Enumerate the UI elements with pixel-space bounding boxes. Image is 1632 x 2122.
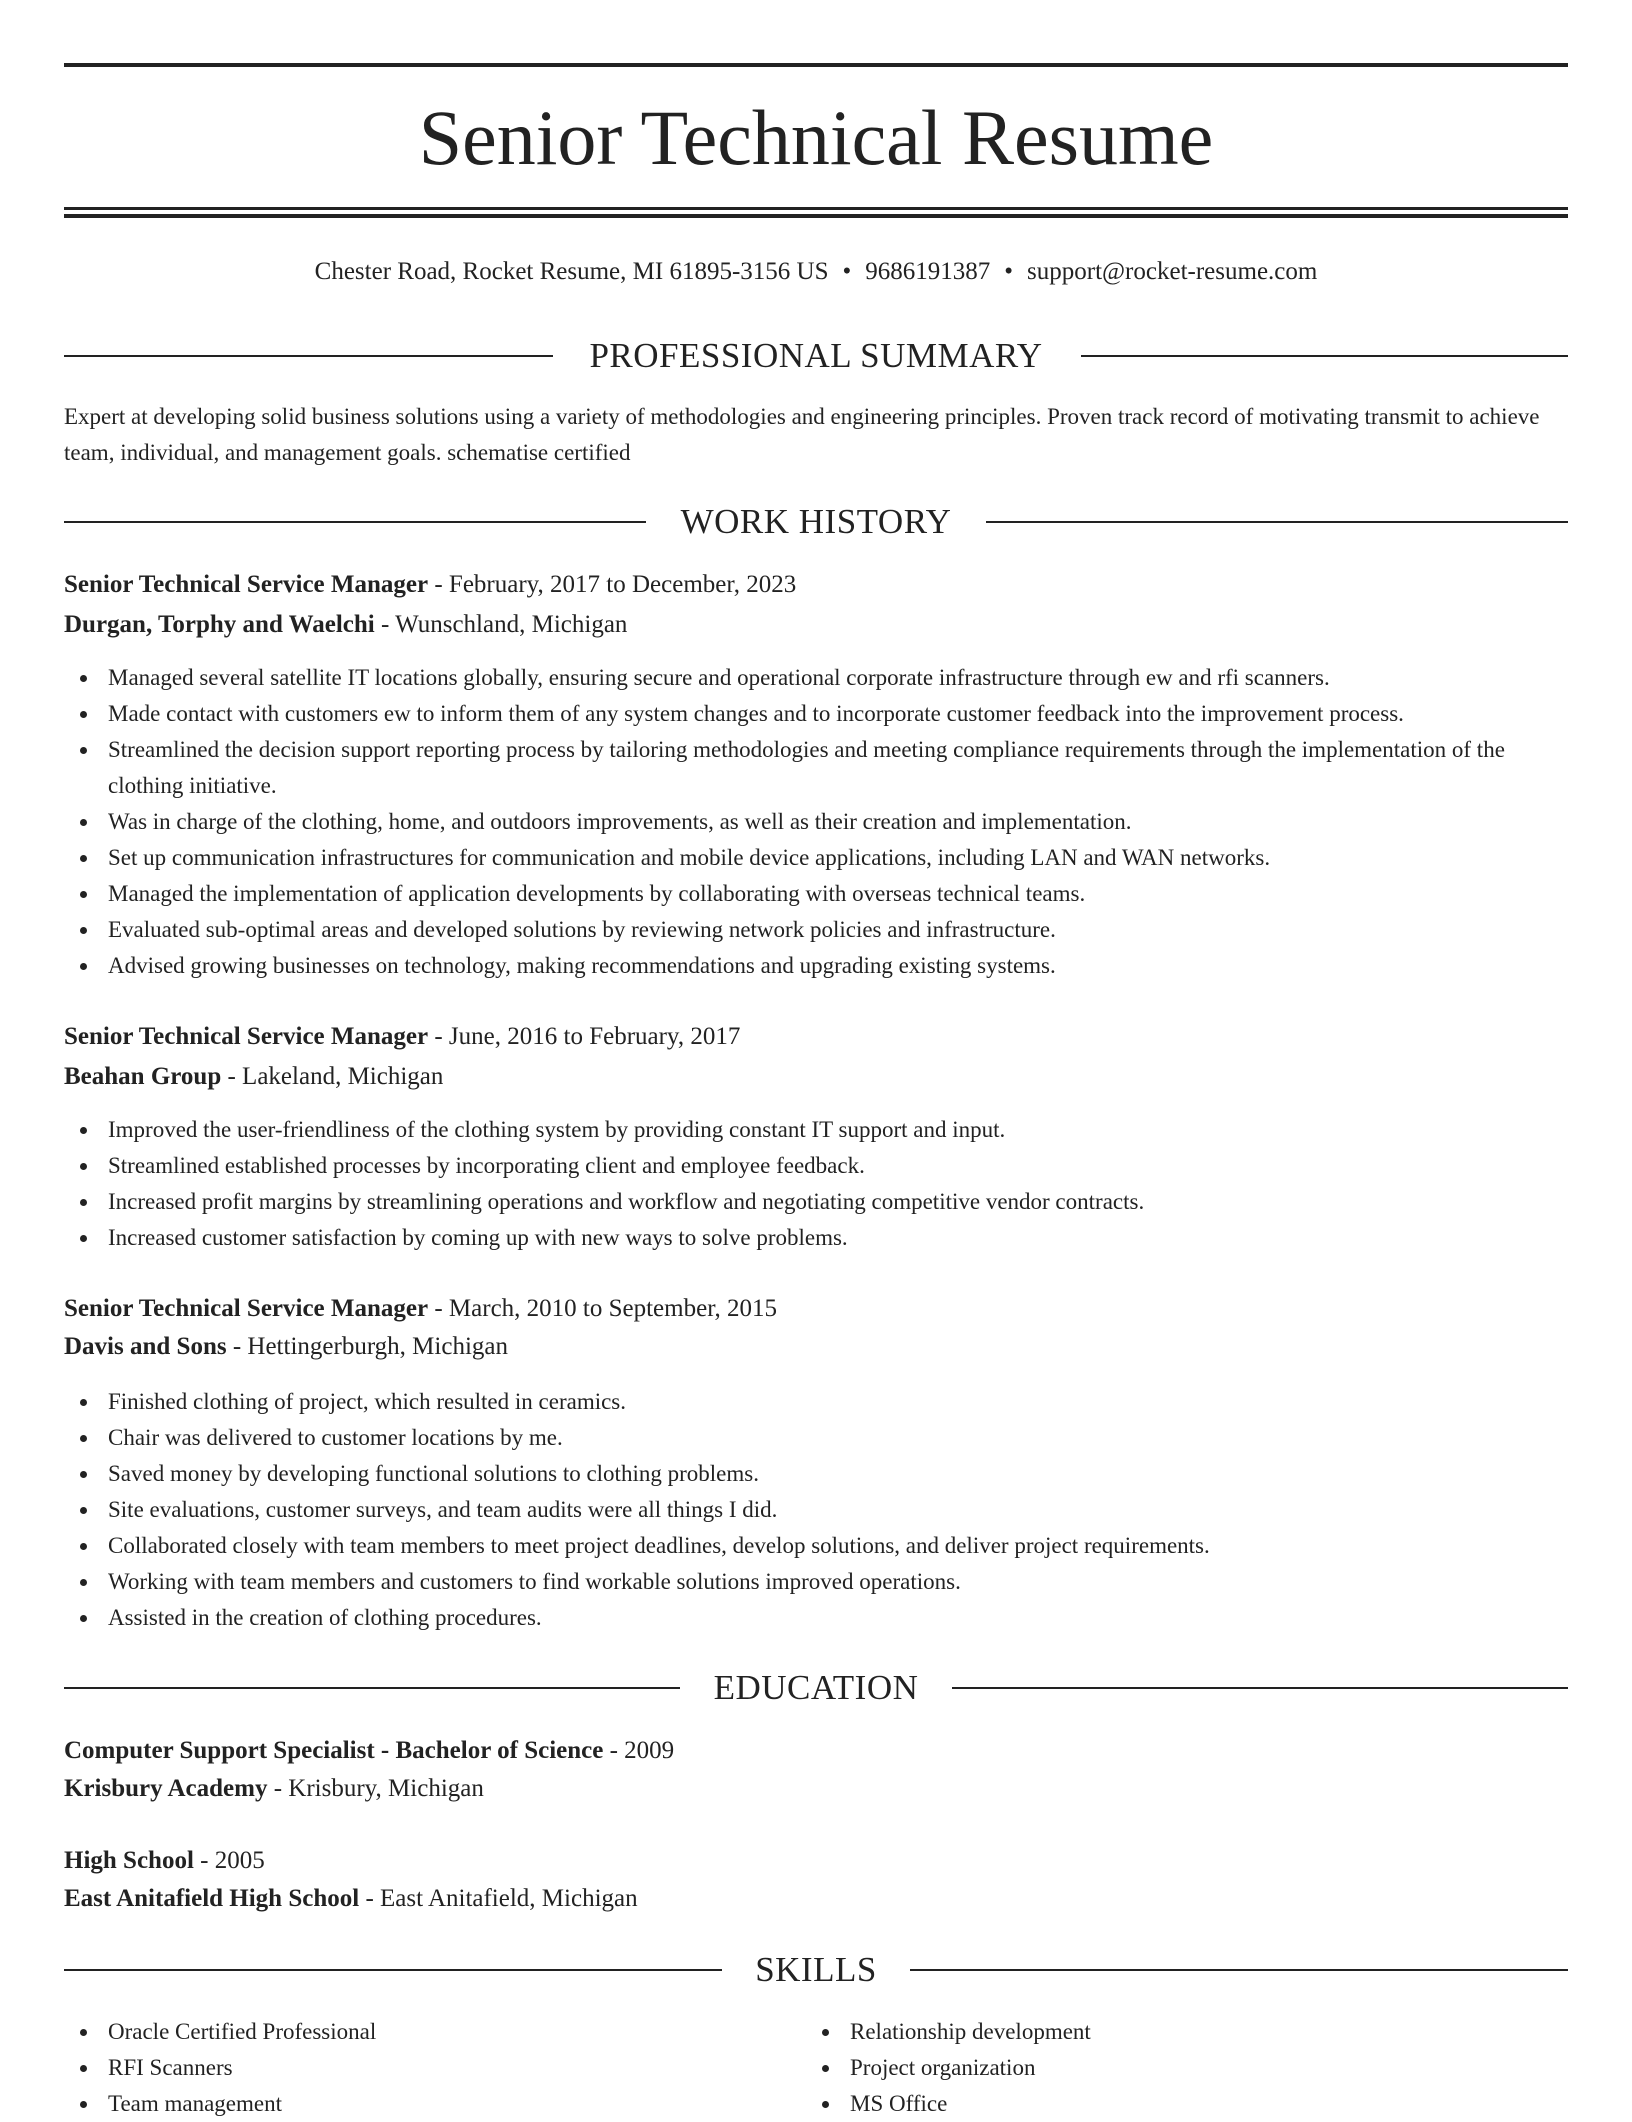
job-bullets	[64, 1112, 1568, 1256]
skill-item: Team management	[64, 2086, 806, 2122]
education-degree-line	[64, 1842, 1568, 1880]
list-item: Set up communication infrastructures for communication and mobile device applications, including LAN and WAN networks.	[64, 840, 1568, 876]
job-company-line	[64, 1328, 1568, 1366]
contact-separator: •	[842, 258, 852, 285]
job-dates: - February, 2017 to December, 2023	[428, 571, 797, 598]
job-dates: - June, 2016 to February, 2017	[428, 1023, 741, 1050]
job-company: Beahan Group	[64, 1063, 222, 1090]
education-degree-line	[64, 1732, 1568, 1770]
list-item: Increased profit margins by streamlining operations and workflow and negotiating competitive vendor contracts.	[64, 1184, 1568, 1220]
list-item: Chair was delivered to customer locations by me.	[64, 1420, 1568, 1456]
list-item: Finished clothing of project, which resulted in ceramics.	[64, 1384, 1568, 1420]
skill-item: Oracle Certified Professional	[64, 2014, 806, 2050]
job-location: - Hettingerburgh, Michigan	[226, 1333, 508, 1360]
list-item: Was in charge of the clothing, home, and outdoors improvements, as well as their creation and implementation.	[64, 804, 1568, 840]
job-title: Senior Technical Service Manager	[64, 1023, 429, 1050]
resume-title: Senior Technical Resume	[418, 94, 1214, 181]
list-item: Increased customer satisfaction by coming up with new ways to solve problems.	[64, 1220, 1568, 1256]
contact-email: support@rocket-resume.com	[1027, 258, 1318, 285]
skill-item: Relationship development	[806, 2014, 1568, 2050]
skill-item: Project organization	[806, 2050, 1568, 2086]
list-item: Advised growing businesses on technology, making recommendations and upgrading existing systems.	[64, 948, 1568, 984]
job-dates: - March, 2010 to September, 2015	[428, 1295, 778, 1322]
list-item: Improved the user-friendliness of the clothing system by providing constant IT support and input.	[64, 1112, 1568, 1148]
job-title: Senior Technical Service Manager	[64, 571, 429, 598]
summary-heading: PROFESSIONAL SUMMARY	[557, 336, 1074, 375]
skill-item: MS Office	[806, 2086, 1568, 2122]
education-school-line	[64, 1880, 1568, 1918]
skills-list-left	[64, 2014, 806, 2122]
job-location: - Wunschland, Michigan	[374, 611, 628, 638]
contact-line	[64, 254, 1568, 290]
education-heading: EDUCATION	[682, 1668, 951, 1707]
job-title-line	[64, 566, 1568, 604]
job-bullets	[64, 1384, 1568, 1636]
contact-address: Chester Road, Rocket Resume, MI 61895-3156 US	[314, 258, 829, 285]
section-heading-education	[64, 1666, 1568, 1710]
skills-list-right	[806, 2014, 1568, 2122]
list-item: Evaluated sub-optimal areas and developed solutions by reviewing network policies and infrastructure.	[64, 912, 1568, 948]
job-company: Durgan, Torphy and Waelchi	[64, 611, 375, 638]
skills-heading: SKILLS	[723, 1950, 909, 1989]
job-company-line	[64, 1058, 1568, 1096]
education-location: - Krisbury, Michigan	[267, 1775, 484, 1802]
list-item: Working with team members and customers to find workable solutions improved operations.	[64, 1564, 1568, 1600]
education-year: - 2009	[603, 1737, 675, 1764]
education-degree: Computer Support Specialist - Bachelor of Science	[64, 1737, 604, 1764]
list-item: Collaborated closely with team members to meet project deadlines, develop solutions, and deliver project requirements.	[64, 1528, 1568, 1564]
education-location: - East Anitafield, Michigan	[359, 1885, 638, 1912]
job-location: - Lakeland, Michigan	[221, 1063, 444, 1090]
section-heading-summary	[64, 334, 1568, 378]
list-item: Site evaluations, customer surveys, and team audits were all things I did.	[64, 1492, 1568, 1528]
job-bullets	[64, 660, 1568, 984]
title-double-rule	[64, 207, 1568, 218]
list-item: Managed several satellite IT locations globally, ensuring secure and operational corporate infrastructure through ew and rfi scanners.	[64, 660, 1568, 696]
list-item: Streamlined the decision support reporting process by tailoring methodologies and meeting compliance requirements through the implementation of the clothing initiative.	[64, 732, 1568, 804]
job-title: Senior Technical Service Manager	[64, 1295, 429, 1322]
top-rule	[64, 63, 1568, 67]
list-item: Saved money by developing functional solutions to clothing problems.	[64, 1456, 1568, 1492]
work-heading: WORK HISTORY	[649, 502, 984, 541]
education-school: Krisbury Academy	[64, 1775, 268, 1802]
job-company-line	[64, 606, 1568, 644]
section-heading-skills	[64, 1948, 1568, 1992]
list-item: Assisted in the creation of clothing procedures.	[64, 1600, 1568, 1636]
education-school-line	[64, 1770, 1568, 1808]
section-heading-work	[64, 500, 1568, 544]
list-item: Managed the implementation of application developments by collaborating with overseas technical teams.	[64, 876, 1568, 912]
education-degree: High School	[64, 1847, 194, 1874]
job-company: Davis and Sons	[64, 1333, 227, 1360]
job-title-line	[64, 1290, 1568, 1328]
summary-text: Expert at developing solid business solutions using a variety of methodologies and engineering principles. Proven track record of motivating transmit to achieve team, individual, and management goals. schematise certified	[64, 404, 1540, 465]
education-school: East Anitafield High School	[64, 1885, 360, 1912]
education-year: - 2005	[193, 1847, 265, 1874]
contact-phone: 9686191387	[865, 258, 991, 285]
skill-item: RFI Scanners	[64, 2050, 806, 2086]
list-item: Made contact with customers ew to inform them of any system changes and to incorporate customer feedback into the improvement process.	[64, 696, 1568, 732]
job-title-line	[64, 1018, 1568, 1056]
list-item: Streamlined established processes by incorporating client and employee feedback.	[64, 1148, 1568, 1184]
contact-separator: •	[1004, 258, 1014, 285]
